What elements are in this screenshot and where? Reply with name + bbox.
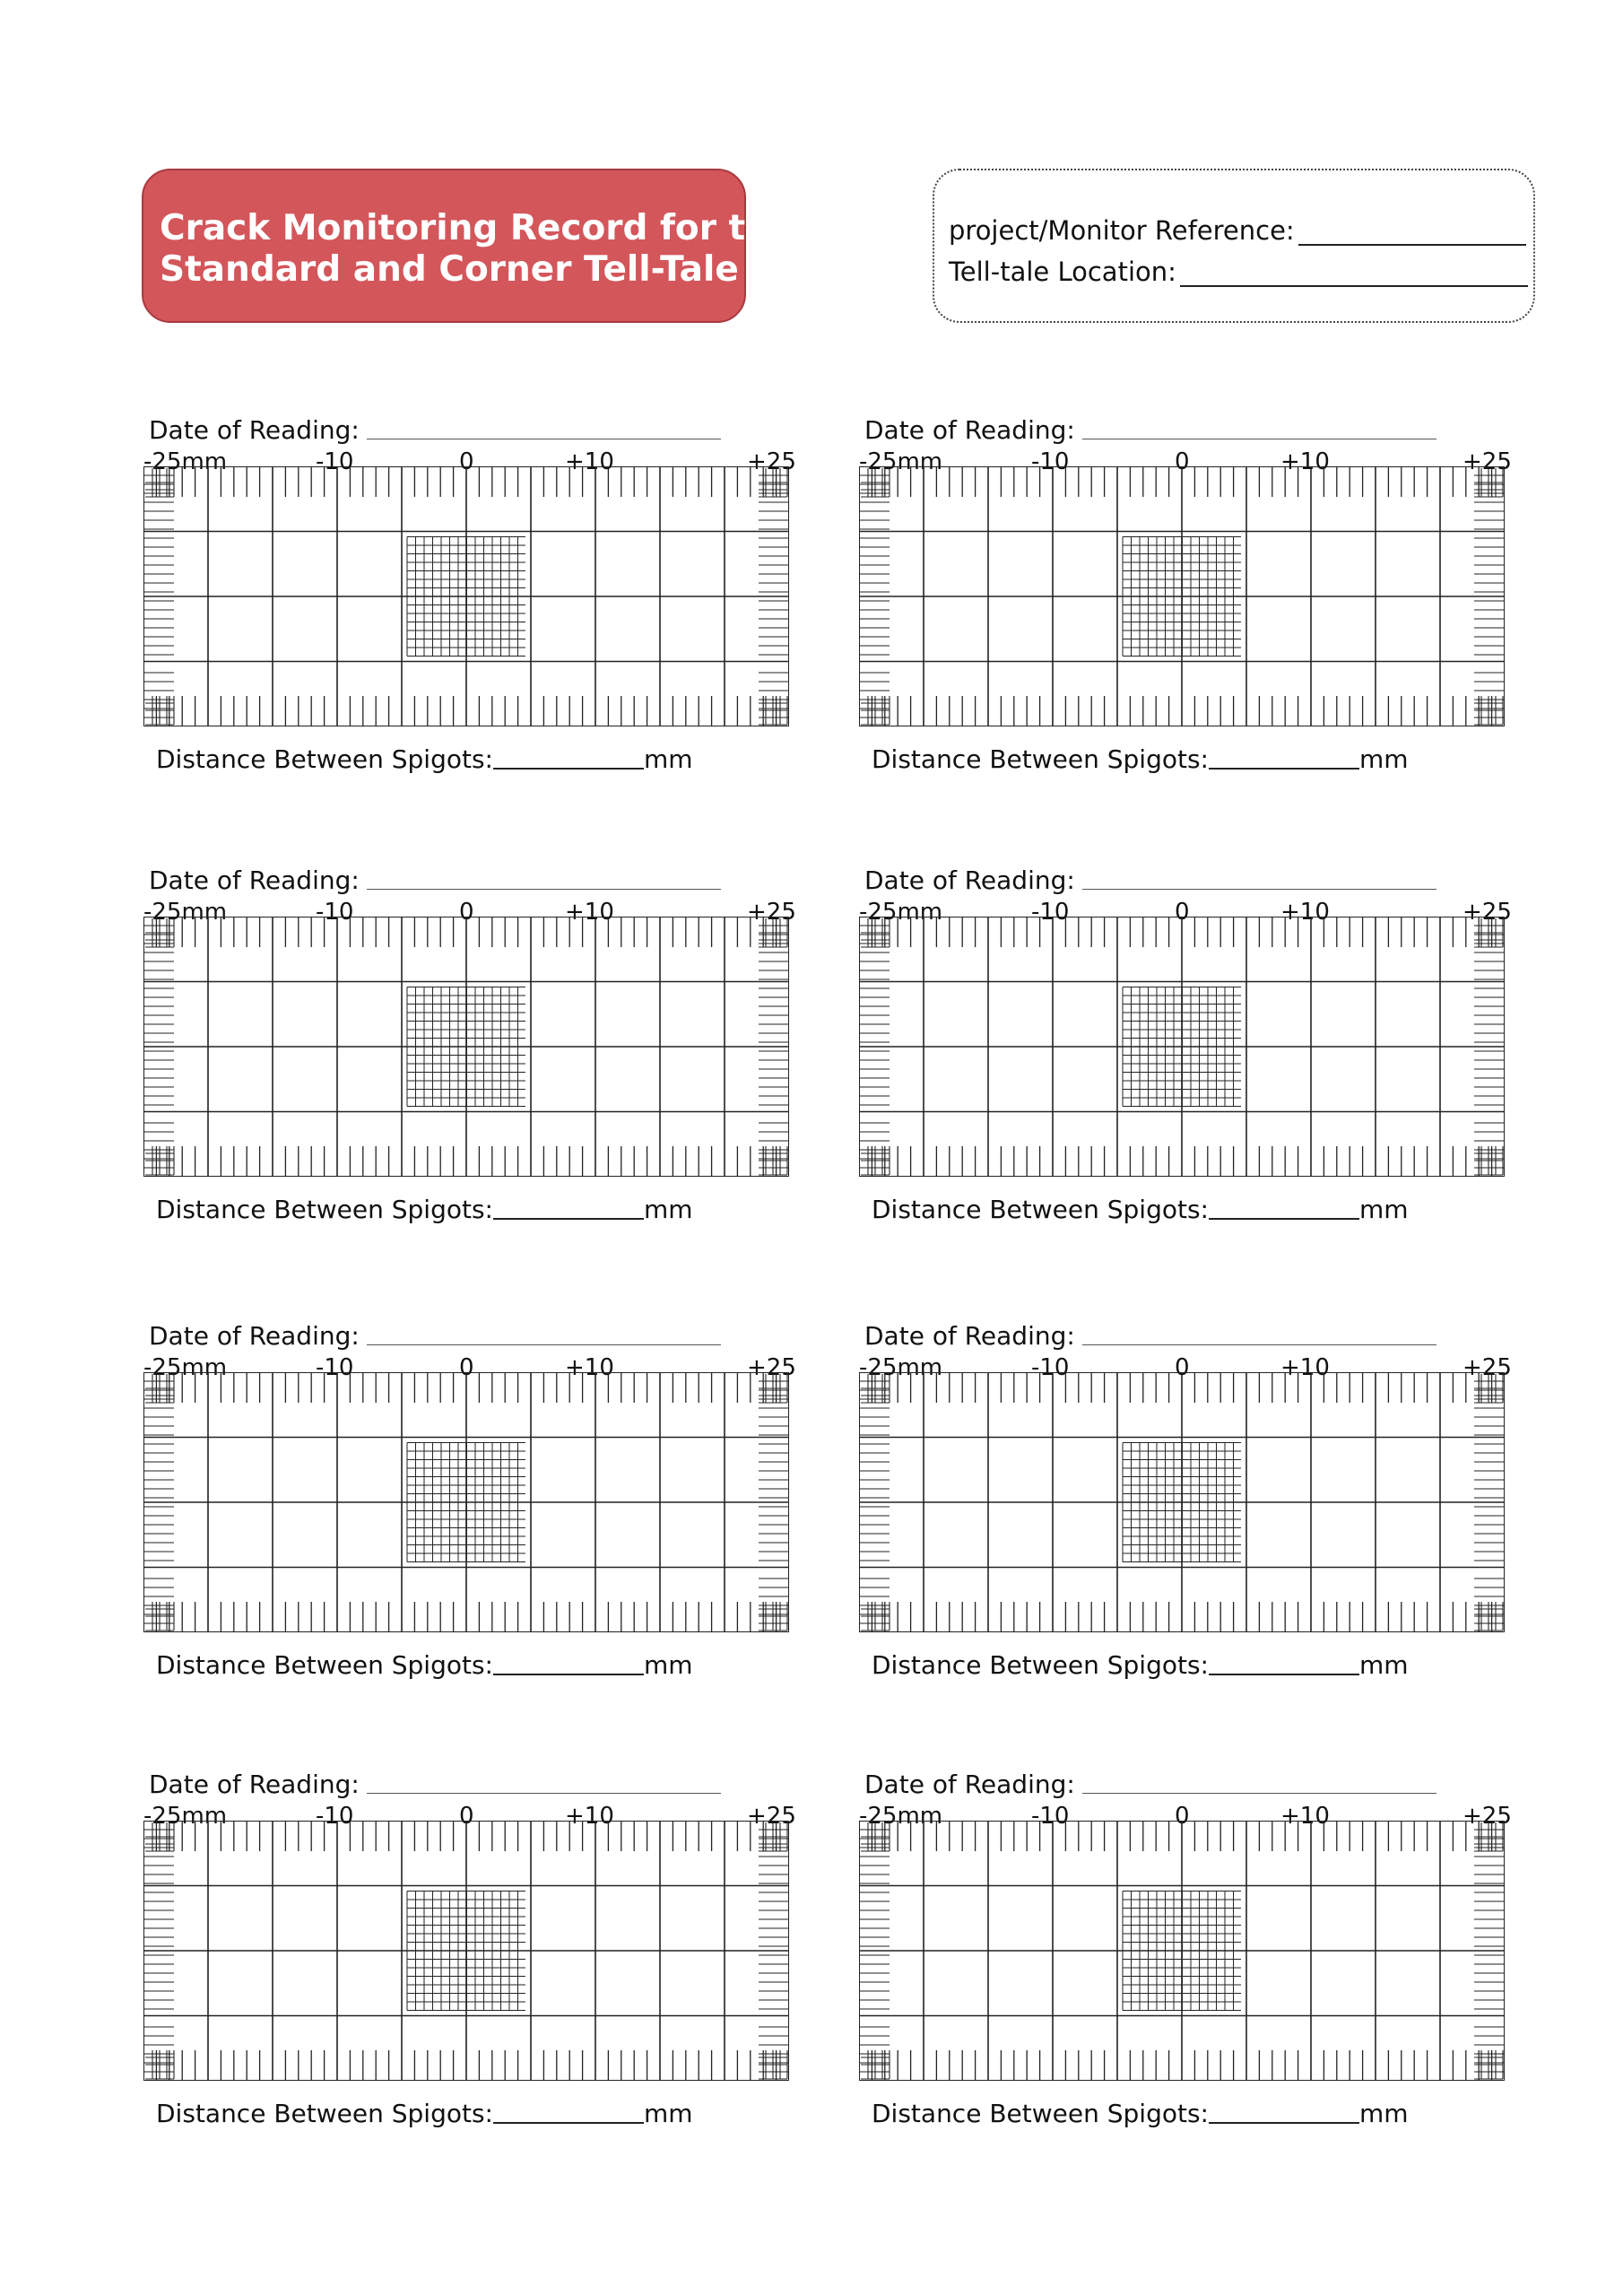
- distance-unit: mm: [1358, 2099, 1409, 2128]
- scale-label-right: +25: [1462, 448, 1512, 475]
- scale-label-left: -25mm: [859, 899, 943, 926]
- reading-block-4: [859, 861, 1523, 1229]
- scale-label-right: +25: [747, 1803, 796, 1830]
- date-field[interactable]: [367, 889, 721, 890]
- date-field[interactable]: [1082, 889, 1436, 890]
- date-label: Date of Reading:: [864, 865, 1075, 895]
- distance-label: Distance Between Spigots:: [156, 2099, 493, 2128]
- date-row: [864, 411, 1436, 445]
- date-label: Date of Reading:: [149, 1321, 360, 1351]
- project-reference-label: project/Monitor Reference:: [949, 215, 1295, 246]
- distance-row: [156, 744, 693, 774]
- scale-label-minus10: -10: [1031, 899, 1070, 926]
- scale-label-plus10: +10: [565, 1803, 614, 1830]
- title-line-1: Crack Monitoring Record for the: [160, 208, 794, 248]
- distance-label: Distance Between Spigots:: [872, 2099, 1209, 2128]
- location-label: Tell-tale Location:: [949, 257, 1176, 287]
- reading-block-5: [143, 1317, 807, 1684]
- distance-label: Distance Between Spigots:: [872, 1195, 1209, 1224]
- date-row: [864, 1765, 1436, 1799]
- tell-tale-grid: [143, 1821, 789, 2081]
- distance-unit: mm: [1358, 1195, 1409, 1224]
- distance-unit: mm: [643, 1195, 693, 1224]
- tell-tale-grid: [143, 466, 789, 726]
- distance-label: Distance Between Spigots:: [872, 744, 1209, 774]
- scale-label-left: -25mm: [143, 448, 228, 475]
- reference-box: [933, 169, 1535, 323]
- date-row: [149, 411, 721, 445]
- project-reference-field[interactable]: [1298, 243, 1526, 246]
- distance-field[interactable]: [1209, 1218, 1359, 1220]
- scale-label-minus10: -10: [316, 448, 354, 475]
- distance-unit: mm: [1358, 1650, 1409, 1680]
- tell-tale-grid: [859, 917, 1505, 1177]
- reading-block-6: [859, 1317, 1523, 1684]
- scale-label-left: -25mm: [143, 1354, 228, 1381]
- scale-label-zero: 0: [459, 899, 474, 926]
- reading-block-1: [143, 411, 807, 778]
- scale-label-minus10: -10: [1031, 1803, 1070, 1830]
- scale-label-minus10: -10: [316, 1354, 354, 1381]
- tell-tale-grid: [143, 1372, 789, 1632]
- distance-field[interactable]: [493, 1218, 644, 1220]
- reading-block-2: [859, 411, 1523, 778]
- scale-label-right: +25: [747, 448, 796, 475]
- distance-label: Distance Between Spigots:: [156, 1650, 493, 1680]
- scale-label-left: -25mm: [143, 1803, 228, 1830]
- scale-label-right: +25: [1462, 1803, 1512, 1830]
- date-row: [864, 861, 1436, 895]
- title-banner: [142, 169, 794, 323]
- scale-label-zero: 0: [1175, 1354, 1190, 1381]
- date-row: [149, 1765, 721, 1799]
- scale-label-plus10: +10: [1280, 1354, 1330, 1381]
- date-field[interactable]: [1082, 1344, 1436, 1345]
- distance-field[interactable]: [1209, 1674, 1359, 1675]
- scale-label-right: +25: [1462, 899, 1512, 926]
- distance-row: [872, 2099, 1409, 2128]
- reading-block-7: [143, 1765, 807, 2133]
- distance-unit: mm: [1358, 744, 1409, 774]
- distance-row: [156, 1650, 693, 1680]
- distance-unit: mm: [643, 2099, 693, 2128]
- distance-field[interactable]: [493, 1674, 644, 1675]
- scale-label-minus10: -10: [316, 899, 354, 926]
- distance-field[interactable]: [1209, 2122, 1359, 2124]
- scale-label-plus10: +10: [1280, 448, 1330, 475]
- distance-label: Distance Between Spigots:: [156, 744, 493, 774]
- scale-label-left: -25mm: [859, 1803, 943, 1830]
- date-field[interactable]: [367, 1793, 721, 1794]
- scale-label-zero: 0: [1175, 899, 1190, 926]
- date-label: Date of Reading:: [864, 1321, 1075, 1351]
- distance-field[interactable]: [493, 768, 644, 770]
- scale-label-right: +25: [747, 899, 796, 926]
- distance-label: Distance Between Spigots:: [156, 1195, 493, 1224]
- scale-label-minus10: -10: [316, 1803, 354, 1830]
- date-field[interactable]: [367, 1344, 721, 1345]
- tell-tale-grid: [143, 917, 789, 1177]
- scale-label-minus10: -10: [1031, 448, 1070, 475]
- scale-label-zero: 0: [459, 1803, 474, 1830]
- distance-row: [156, 1195, 693, 1224]
- reading-block-3: [143, 861, 807, 1229]
- date-label: Date of Reading:: [864, 1770, 1075, 1799]
- project-reference-row: [949, 215, 1526, 246]
- date-label: Date of Reading:: [149, 415, 360, 445]
- tell-tale-grid: [859, 466, 1505, 726]
- scale-label-plus10: +10: [565, 1354, 614, 1381]
- scale-label-left: -25mm: [859, 1354, 943, 1381]
- scale-label-zero: 0: [1175, 448, 1190, 475]
- date-label: Date of Reading:: [149, 1770, 360, 1799]
- location-row: [949, 257, 1528, 287]
- distance-row: [872, 1650, 1409, 1680]
- title-line-2: Standard and Corner Tell-Tale: [160, 249, 739, 290]
- scale-label-plus10: +10: [1280, 899, 1330, 926]
- scale-label-zero: 0: [459, 448, 474, 475]
- distance-label: Distance Between Spigots:: [872, 1650, 1209, 1680]
- date-row: [149, 1317, 721, 1351]
- scale-label-zero: 0: [459, 1354, 474, 1381]
- tell-tale-grid: [859, 1372, 1505, 1632]
- distance-field[interactable]: [1209, 768, 1359, 770]
- scale-label-zero: 0: [1175, 1803, 1190, 1830]
- scale-label-minus10: -10: [1031, 1354, 1070, 1381]
- scale-label-plus10: +10: [565, 899, 614, 926]
- date-row: [149, 861, 721, 895]
- date-label: Date of Reading:: [864, 415, 1075, 445]
- date-label: Date of Reading:: [149, 865, 360, 895]
- distance-field[interactable]: [493, 2122, 644, 2124]
- scale-label-left: -25mm: [143, 899, 228, 926]
- scale-label-plus10: +10: [1280, 1803, 1330, 1830]
- scale-label-right: +25: [1462, 1354, 1512, 1381]
- distance-unit: mm: [643, 744, 693, 774]
- date-row: [864, 1317, 1436, 1351]
- distance-row: [872, 744, 1409, 774]
- distance-row: [872, 1195, 1409, 1224]
- reading-block-8: [859, 1765, 1523, 2133]
- distance-unit: mm: [643, 1650, 693, 1680]
- scale-label-plus10: +10: [565, 448, 614, 475]
- date-field[interactable]: [1082, 1793, 1436, 1794]
- tell-tale-grid: [859, 1821, 1505, 2081]
- scale-label-left: -25mm: [859, 448, 943, 475]
- distance-row: [156, 2099, 693, 2128]
- scale-label-right: +25: [747, 1354, 796, 1381]
- location-field[interactable]: [1180, 284, 1528, 287]
